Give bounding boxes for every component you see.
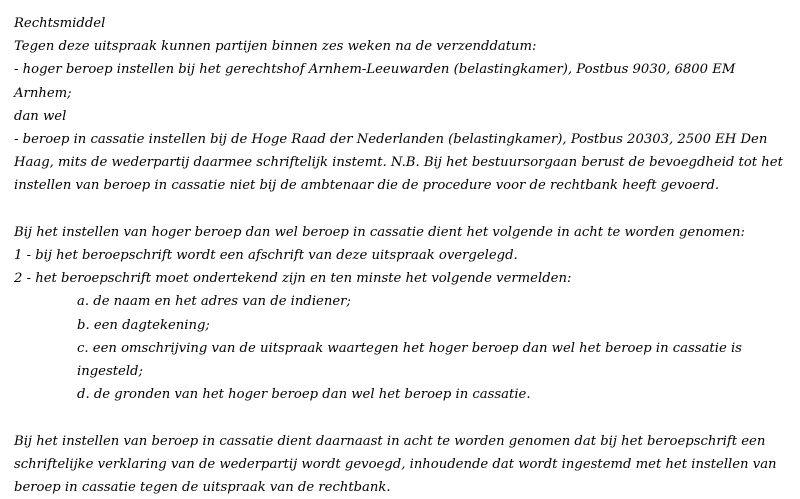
intro-text: Tegen deze uitspraak kunnen partijen binnen zes weken na de verzenddatum:	[14, 39, 537, 55]
appeal-option-1-line-1: - hoger beroep instellen bij het gerechtshof Arnhem-Leeuwarden (belastingkamer), Postbus 9030, 6800 EM	[14, 62, 736, 78]
or-text: dan wel	[14, 108, 67, 124]
paragraph-spacer	[14, 198, 786, 221]
requirement-2-item-a: a. de naam en het adres van de indiener;	[77, 294, 351, 310]
requirements-intro: Bij het instellen van hoger beroep dan wel beroep in cassatie dient het volgende in acht te worden genomen:	[14, 224, 745, 240]
requirement-2-item-c-line-2: ingesteld;	[77, 364, 143, 380]
cassation-note-line-1: Bij het instellen van beroep in cassatie dient daarnaast in acht te worden genomen dat bij het beroepschrift een	[14, 433, 766, 449]
appeal-option-2-line-2: Haag, mits de wederpartij daarmee schriftelijk instemt. N.B. Bij het bestuursorgaan berust de bevoegdheid tot het	[14, 155, 783, 171]
cassation-note-line-3: beroep in cassatie tegen de uitspraak van de rechtbank.	[14, 480, 391, 496]
appeal-option-2-line-3: instellen van beroep in cassatie niet bij de ambtenaar die de procedure voor de rechtbank heeft gevoerd.	[14, 178, 720, 194]
appeal-option-2-line-1: - beroep in cassatie instellen bij de Hoge Raad der Nederlanden (belastingkamer), Postbus 20303, 2500 EH Den	[14, 132, 768, 148]
document-body	[14, 12, 786, 499]
cassation-note-line-2: schriftelijke verklaring van de wederpartij wordt gevoegd, inhoudende dat wordt ingestemd met het instellen van	[14, 456, 777, 472]
requirement-2-item-b: b. een dagtekening;	[77, 317, 210, 333]
requirement-2-item-c-line-1: c. een omschrijving van de uitspraak waartegen het hoger beroep dan wel het beroep in cassatie is	[77, 340, 742, 356]
section-heading: Rechtsmiddel	[14, 16, 106, 31]
requirement-1: 1 - bij het beroepschrift wordt een afschrift van deze uitspraak overgelegd.	[14, 248, 518, 264]
requirement-2-item-d: d. de gronden van het hoger beroep dan wel het beroep in cassatie.	[77, 387, 531, 403]
paragraph-spacer	[14, 406, 786, 429]
appeal-option-1-line-2: Arnhem;	[14, 85, 72, 101]
requirement-2: 2 - het beroepschrift moet ondertekend zijn en ten minste het volgende vermelden:	[14, 271, 572, 287]
